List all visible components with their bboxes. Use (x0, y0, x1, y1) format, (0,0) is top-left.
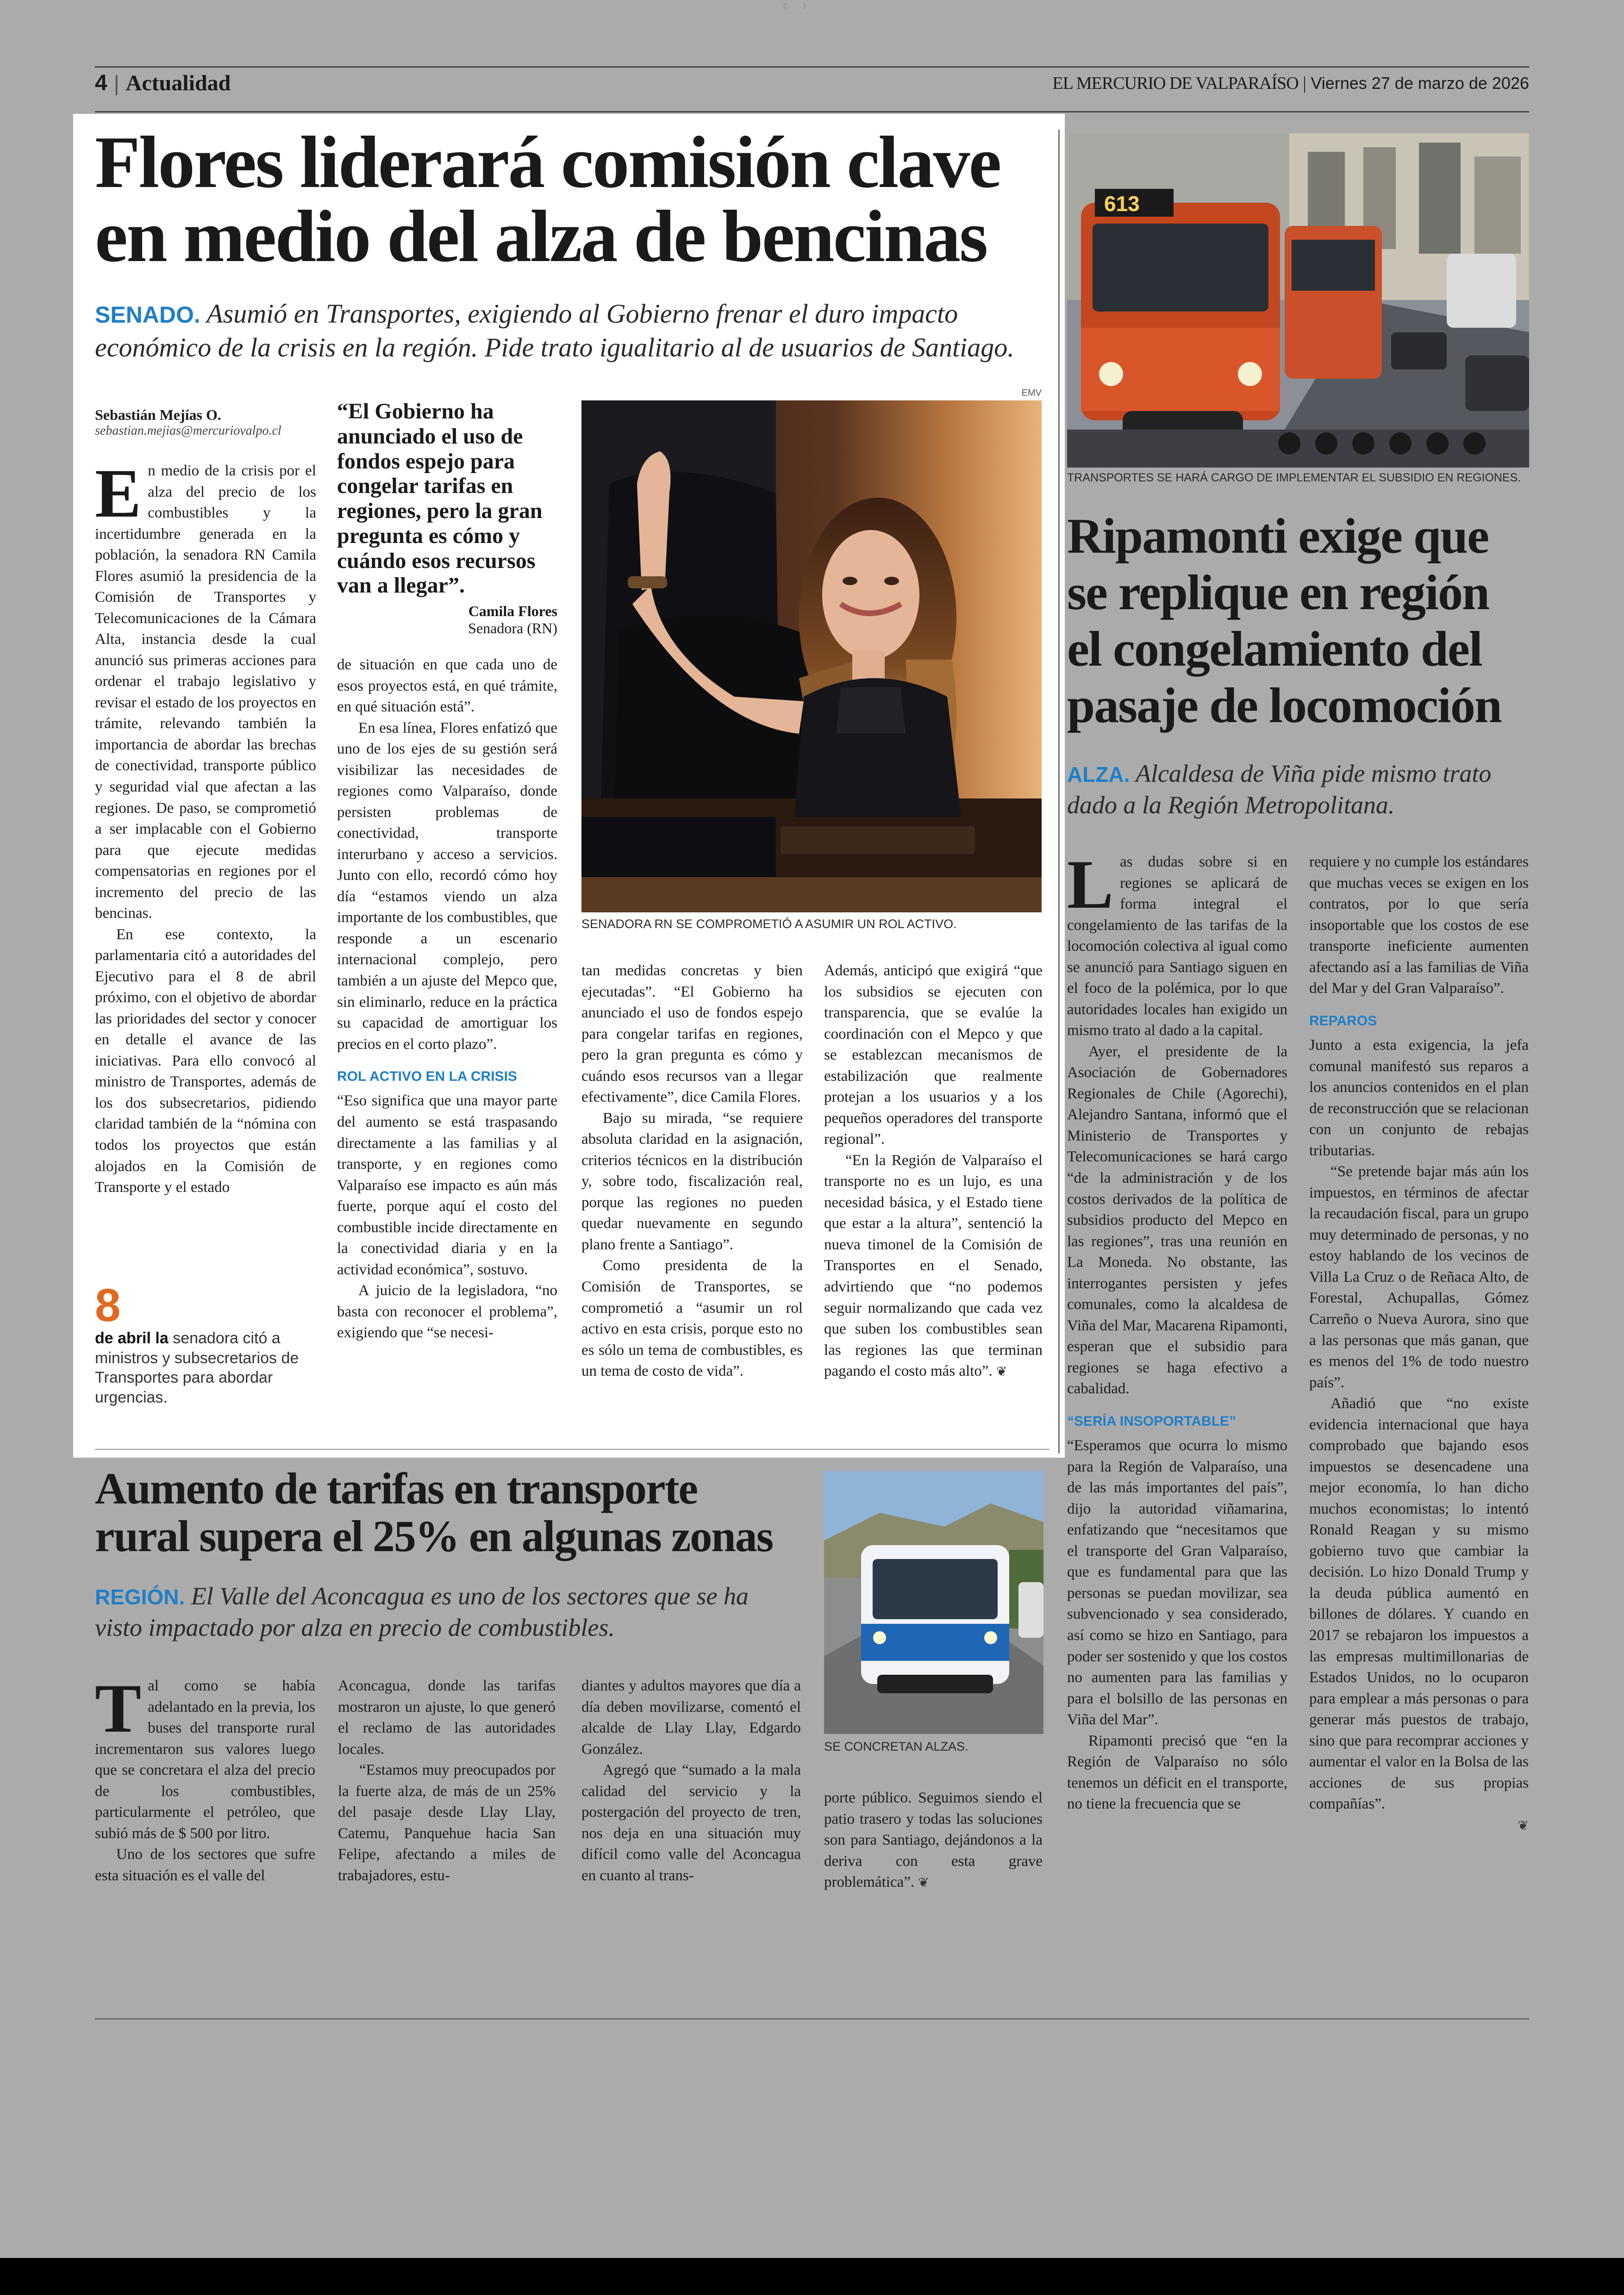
main-column-3: tan medidas concretas y bien ejecutadas”. “El Gobierno ha anunciado el uso de fondos espejo para congelar tarifas en regiones, pero la gran pregunta es cómo y cuándo esos recursos van a llegar efectivamente”, dice Camila Flores. Bajo su mirada, “se requiere absoluta claridad en la asignación, criterios técnicos en la distribución y, sobre todo, fiscalización real, porque las regiones no pueden quedar nuevamente en segundo plano frente a Santiago”. Como presidenta de la Comisión de Transportes, se comprometió a “asumir un rol activo en esta crisis, porque esto no es sólo un tema de combustibles, es un tema de costo de vida”. (581, 962, 803, 1380)
subhead-reparos: REPAROS (1309, 1013, 1377, 1029)
bottom-column-3: diantes y adultos mayores que día a día deben movilizarse, comentó el alcalde de Llay Llay, Edgardo González. Agregó que “sumado a la mala calidad del servicio y la postergación del proyecto de tren, nos deja en una situación muy difícil como valle del Aconcagua en cuanto al trans- (581, 1678, 801, 1884)
main-kicker: SENADO. (95, 302, 200, 328)
main-end-mark: ❦ (996, 1364, 1007, 1379)
senator-photo (581, 400, 1042, 912)
bottom-column-1: Tal como se había adelantado en la previa, los buses del transporte rural incrementaron sus valores luego que se concretara el alza del precio de los combustibles, particularmente el petróleo, que subió más de $ 500 por litro. Uno de los sectores que sufre esta situación es el valle del (95, 1670, 315, 1884)
rural-bus-photo (824, 1471, 1043, 1734)
main-column-2: “El Gobierno ha anunciado el uso de fondos espejo para congelar tarifas en regiones, pero la gran pregunta es cómo y cuándo esos recursos van a llegar”. Camila Flores Senadora (RN) de situación en que cada uno de esos proyectos está, en qué trámite, en qué situación está”. En esa línea, Flores enfatizó que uno de los ejes de su gestión será visibilizar las necesidades de regiones como Valparaíso, donde persisten problemas de conectividad, transporte interurbano y acceso a servicios. Junto con ello, recordó cómo hoy día “estamos viendo un alza importante de los combustibles, que responde a un escenario internacional complejo, pero también a un ajuste del Mepco que, sin eliminarlo, reduce en la práctica su capacidad de amortiguar los precios en el corto plazo”. ROL ACTIVO EN LA CRISIS “Eso significa que una mayor parte del aumento se está traspasando directamente a las familias y al transporte, y en regiones como Valparaíso ese impacto es aún más fuerte, porque aquí el costo del combustible incide directamente en la conectividad diaria y en la actividad económica”, sostuvo. A juicio de la legisladora, “no basta con reconocer el problema”, exigiendo que “se necesi- (337, 399, 557, 1341)
quote-author: Camila Flores (468, 603, 557, 619)
stat-description: de abril la senadora citó a ministros y subsecretarios de Transportes para abordar urgencias. (95, 1329, 299, 1406)
author-email: sebastian.mejias@mercuriovalpo.cl (95, 424, 281, 438)
main-dropcap: E (95, 455, 142, 532)
right-headline: Ripamonti exige que se replique en región el congelamiento del pasaje de locomoción (1067, 509, 1501, 734)
bus-photo-caption: TRANSPORTES SE HARÁ CARGO DE IMPLEMENTAR EL SUBSIDIO EN REGIONES. (1067, 471, 1521, 484)
rural-bus-photo-caption: SE CONCRETAN ALZAS. (824, 1740, 968, 1753)
prev-page-icon[interactable]: ‹ (782, 0, 788, 14)
bottom-deck: REGIÓN. El Valle del Aconcagua es uno de los sectores que se ha visto impactado por alza en precio de combustibles. (95, 1582, 749, 1641)
subhead-rol-activo: ROL ACTIVO EN LA CRISIS (337, 1069, 517, 1085)
main-column-1: Sebastián Mejías O. sebastian.mejias@mercuriovalpo.cl En medio de la crisis por el alza del precio de los combustibles y la incertidumbre generada en la población, la senadora RN Camila Flores asumió la presidencia de la Comisión de Transportes y Telecomunicaciones de la Cámara Alta, instancia desde la cual anunció sus primeras acciones para ordenar el trabajo legislativo y revisar el estado de los proyectos en trámite, relevando también la importancia de abordar las brechas de conectividad, transporte público y seguridad vial que afectan a las regiones. De paso, se comprometió a ser implacable con el Gobierno para que ejecute medidas compensatorias en regiones por el incremento del precio de las bencinas. En ese contexto, la parlamentaria citó a autoridades del Ejecutivo para el 8 de abril próximo, con el objetivo de abordar las prioridades del sector y conocer en detalle el avance de las iniciativas. Para ello convocó al ministro de Transportes, además de los dos subsecretarios, pidiendo claridad también de la “nómina con todos los proyectos que están alojados en la Comisión de Transporte y el estado (95, 406, 316, 1196)
bottom-black-bar (0, 2258, 1624, 2295)
next-page-icon[interactable]: › (801, 0, 807, 14)
page-header: 4 | Actualidad EL MERCURIO DE VALPARAÍSO | Viernes 27 de marzo de 2026 (95, 71, 1529, 95)
main-article (95, 121, 1049, 364)
quote-role: Senadora (RN) (468, 620, 557, 636)
column-divider (1058, 130, 1060, 1453)
right-column-2: requiere y no cumple los estándares que muchas veces se exigen en los contratos, por lo que sería insoportable que los costos de ese transporte ineficiente aumenten afectando así a las familias de Viña del Mar y del Gran Valparaíso”. REPAROS Junto a esta exigencia, la jefa comunal manifestó sus reparos a los anuncios contenidos en el plan de reconstrucción que se relacionan con un conjunto de rebajas tributarias. “Se pretende bajar más aún los impuestos, en términos de afectar la recaudación fiscal, para un grupo muy determinado de personas, y no estoy hablando de los vecinos de Villa La Cruz o de Reñaca Alto, de Forestal, Achupallas, Gómez Carreño o Nueva Aurora, sino que a las personas que más ganan, que es menos del 1% de todo nuestro país”. Añadió que “no existe evidencia internacional que haya comprobado que bajando esos impuestos se desencadene una mejor economía, lo han dicho muchos economistas; lo intentó Ronald Reagan y su mismo gobierno tuvo que cambiar la decisión. Lo hizo Donald Trump y la deuda pública aumentó en billones de dólares. Y cuando en 2017 se rebajaron los impuestos a las empresas multimillonarias de Estados Unidos, no lo ocuparon para emplear a más personas o para generar más puestos de trabajo, sino que para recomprar acciones y aumentar el valor en la Bolsa de las acciones de sus propias compañías”. ❦ (1309, 854, 1529, 1833)
page-number: 4 (95, 71, 107, 95)
right-kicker: ALZA. (1067, 762, 1130, 786)
section-name: Actualidad (125, 71, 231, 95)
stat-box (95, 1279, 316, 1407)
right-deck: ALZA. Alcaldesa de Viña pide mismo trato dado a la Región Metropolitana. (1067, 760, 1492, 819)
main-column-4: Además, anticipó que exigirá “que los subsidios se ejecuten con transparencia, que se evalúe la coordinación con el Mepco y que se establezcan mecanismos de estabilización que realmente protejan a los usuarios y a los pequeños operadores del transporte regional”. “En la Región de Valparaíso el transporte no es un lujo, es una necesidad básica, y el Estado tiene que estar a la altura”, sentenció la nueva timonel de la Comisión de Transportes en el Senado, advirtiendo que “no podemos seguir normalizando que cada vez que suben los combustibles sean las regiones las que terminan pagando el costo más alto”. ❦ (824, 962, 1043, 1380)
stat-number: 8 (95, 1279, 121, 1331)
senator-photo-caption: SENADORA RN SE COMPROMETIÓ A ASUMIR UN ROL ACTIVO. (581, 917, 957, 931)
footer-rule (95, 2018, 1529, 2020)
bus-photo-image (1067, 133, 1529, 468)
bottom-column-2: Aconcagua, donde las tarifas mostraron un ajuste, lo que generó el reclamo de las autoridades locales. “Estamos muy preocupados por la fuerte alza, de más de un 25% del pasaje desde Llay Llay, Catemu, Panquehue hacia San Felipe, afectando a miles de trabajadores, estu- (338, 1678, 556, 1884)
main-deck: SENADO. Asumió en Transportes, exigiendo al Gobierno frenar el duro impacto económico de la crisis en la región. Pide trato igualitario al de usuarios de Santiago. (95, 299, 1014, 362)
masthead: EL MERCURIO DE VALPARAÍSO | Viernes 27 de marzo de 2026 (1052, 73, 1529, 93)
right-dropcap: L (1067, 846, 1114, 923)
rural-bus-photo-image (824, 1471, 1043, 1734)
author-name: Sebastián Mejías O. (95, 406, 221, 423)
svg-text:613: 613 (1104, 192, 1140, 216)
bottom-headline: Aumento de tarifas en transporte rural supera el 25% en algunas zonas (95, 1464, 773, 1561)
senator-photo-image (581, 400, 1042, 912)
subhead-seria-insoportable: “SERÍA INSOPORTABLE” (1067, 1413, 1237, 1429)
page-nav-dots (782, 0, 843, 15)
bottom-dropcap: T (95, 1670, 142, 1747)
bottom-kicker: REGIÓN. (95, 1585, 185, 1609)
bottom-end-mark: ❦ (918, 1875, 929, 1890)
photo-credit: EMV (1021, 388, 1042, 398)
right-column-1: Las dudas sobre si en regiones se aplicará de forma integral el congelamiento de las tarifas de la locomoción colectiva al igual como se anunció para Santiago siguen en el foco de la polémica, por lo que autoridades locales han exigido un mismo trato al dado a la capital. Ayer, el presidente de la Asociación de Gobernadores Regionales de Chile (Agorechi), Alejandro Santana, informó que el Ministerio de Transportes y Telecomunicaciones se hará cargo “de la administración y de los costos derivados de la política de subsidios producto del Mepco en las regiones”, tras una reunión en La Moneda. No obstante, las interrogantes persisten y jefes comunales, como la alcaldesa de Viña del Mar, Macarena Ripamonti, esperan que el subsidio para regiones se haga efectivo a cabalidad. “SERÍA INSOPORTABLE” “Esperamos que ocurra lo mismo para la Región de Valparaíso, una de las más importantes del país”, dijo la autoridad viñamarina, enfatizando que “necesitamos que el transporte del Gran Valparaíso, que es fundamental para que las personas se puedan movilizar, sea subvencionado y sea considerado, así como se hizo en Santiago, para poder ser sostenido y que los costos no aumenten para las familias y para el bolsillo de las personas en Viña del Mar”. Ripamonti precisó que “en la Región de Valparaíso no sólo tenemos un déficit en el transporte, no tiene la frecuencia que se (1067, 846, 1287, 1813)
pull-quote: “El Gobierno ha anunciado el uso de fondos espejo para congelar tarifas en regiones, pero la gran pregunta es cómo y cuándo esos recursos van a llegar”. (337, 399, 543, 598)
header-bottom-rule (95, 111, 1529, 112)
newspaper-name: EL MERCURIO DE VALPARAÍSO (1052, 73, 1299, 93)
issue-date: Viernes 27 de marzo de 2026 (1311, 73, 1529, 93)
bottom-column-4: porte público. Seguimos siendo el patio trasero y todas las soluciones son para Santiago, dejándonos a la deriva con esta grave problemática”. ❦ (824, 1790, 1043, 1891)
right-end-mark: ❦ (1518, 1817, 1529, 1833)
bus-photo (1067, 133, 1529, 468)
main-headline: Flores liderará comisión clave en medio del alza de bencinas (95, 121, 1000, 277)
main-bottom-rule (95, 1449, 1049, 1450)
